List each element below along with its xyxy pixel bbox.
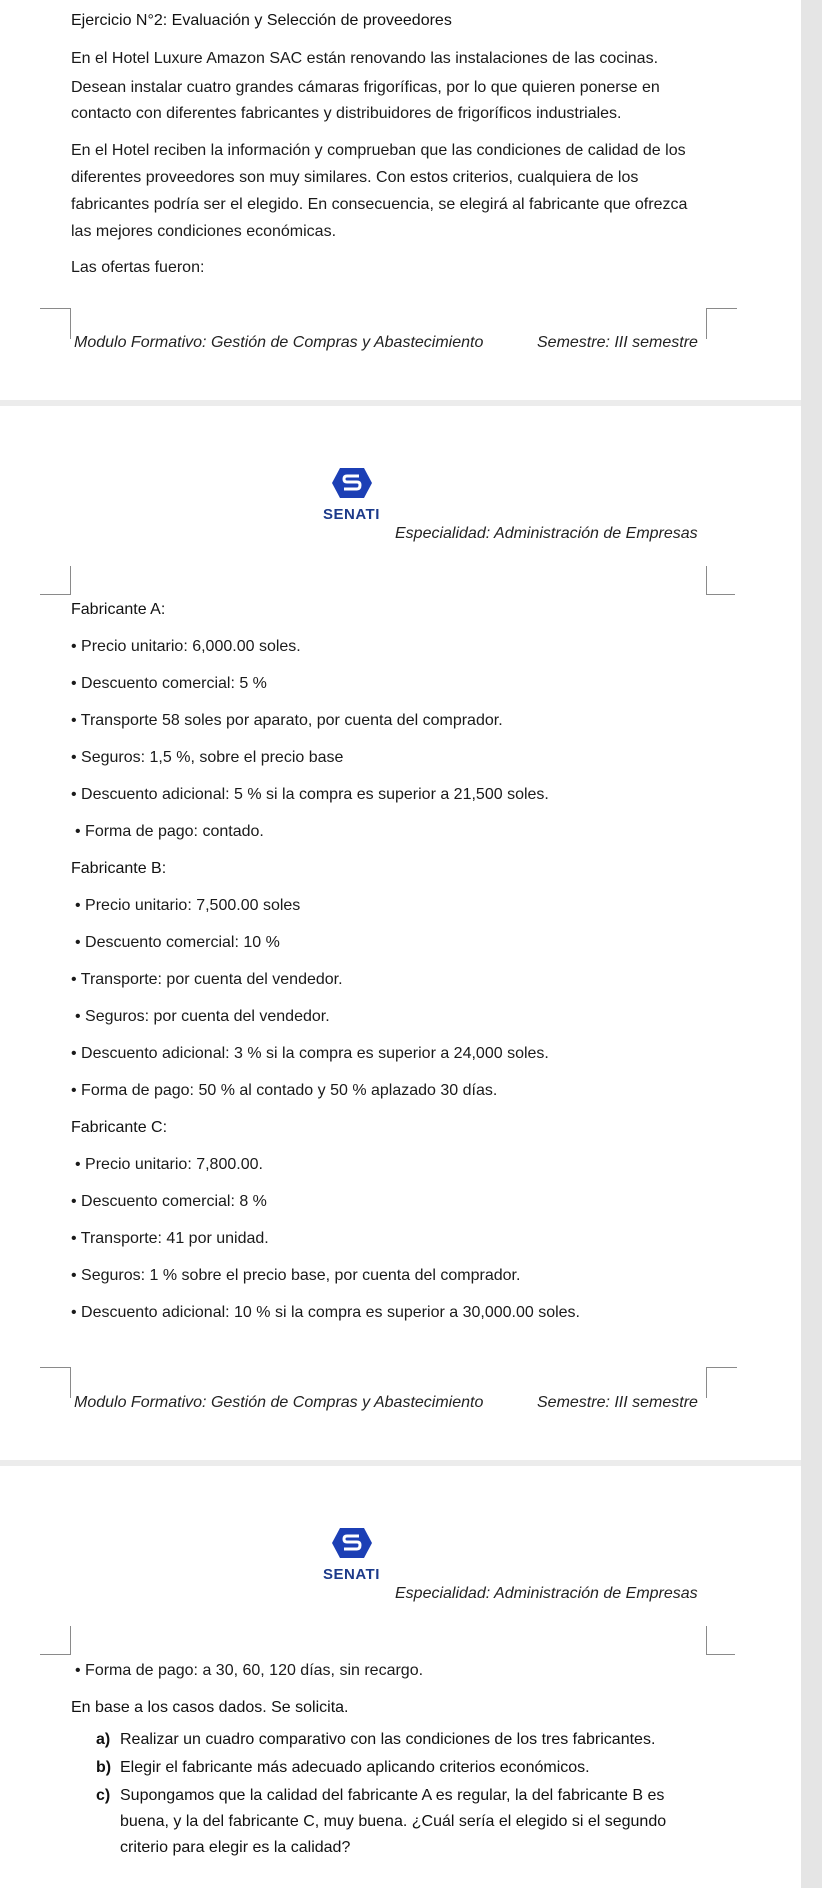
specialty-label: Especialidad: Administración de Empresas xyxy=(395,1585,698,1602)
corner-mark-right xyxy=(706,1367,737,1398)
paragraph-1-line-2: Desean instalar cuatro grandes cámaras frigoríficas, por lo que quieren ponerse en xyxy=(71,79,660,96)
manufacturer-b-title: Fabricante B: xyxy=(71,860,167,877)
corner-mark-left xyxy=(40,1367,71,1398)
task-text: Elegir el fabricante más adecuado aplicando criterios económicos. xyxy=(120,1759,590,1776)
manufacturer-b-item: • Seguros: por cuenta del vendedor. xyxy=(75,1008,330,1025)
manufacturer-a-item: • Seguros: 1,5 %, sobre el precio base xyxy=(71,749,344,766)
task-item-b xyxy=(96,1756,590,1780)
scrollbar-track[interactable] xyxy=(801,0,822,1888)
paragraph-1-line-3: contacto con diferentes fabricantes y distribuidores de frigoríficos industriales. xyxy=(71,105,622,122)
manufacturer-a-item: • Precio unitario: 6,000.00 soles. xyxy=(71,638,301,655)
manufacturer-c-item: • Transporte: 41 por unidad. xyxy=(71,1230,269,1247)
corner-mark-right xyxy=(706,566,735,595)
task-item-a xyxy=(96,1728,655,1752)
corner-mark-right xyxy=(706,308,737,339)
manufacturer-a-title: Fabricante A: xyxy=(71,601,166,618)
corner-mark-left xyxy=(40,1626,71,1655)
manufacturer-c-item: • Descuento comercial: 8 % xyxy=(71,1193,267,1210)
footer-module: Modulo Formativo: Gestión de Compras y Abastecimiento xyxy=(74,1394,484,1411)
manufacturer-b-item: • Descuento comercial: 10 % xyxy=(75,934,280,951)
task-label: c) xyxy=(96,1787,111,1804)
senati-logo-icon xyxy=(332,468,372,498)
manufacturer-b-item: • Forma de pago: 50 % al contado y 50 % aplazado 30 días. xyxy=(71,1082,498,1099)
specialty-label: Especialidad: Administración de Empresas xyxy=(395,525,698,542)
footer-semester: Semestre: III semestre xyxy=(537,1394,698,1411)
manufacturer-b-item: • Precio unitario: 7,500.00 soles xyxy=(75,897,301,914)
manufacturer-c-payment: • Forma de pago: a 30, 60, 120 días, sin recargo. xyxy=(75,1662,424,1679)
paragraph-2-line-2: diferentes proveedores son muy similares. Con estos criterios, cualquiera de los xyxy=(71,169,639,186)
task-item-c-continued xyxy=(120,1810,666,1834)
manufacturer-b-item: • Descuento adicional: 3 % si la compra es superior a 24,000 soles. xyxy=(71,1045,549,1062)
manufacturer-a-item: • Forma de pago: contado. xyxy=(75,823,264,840)
corner-mark-left xyxy=(40,308,71,339)
task-label: a) xyxy=(96,1731,111,1748)
task-label: b) xyxy=(96,1759,112,1776)
corner-mark-right xyxy=(706,1626,735,1655)
exercise-title: Ejercicio N°2: Evaluación y Selección de proveedores xyxy=(71,12,452,29)
senati-logo-text: SENATI xyxy=(323,506,380,523)
task-item-c xyxy=(96,1784,664,1808)
manufacturer-a-item: • Descuento adicional: 5 % si la compra es superior a 21,500 soles. xyxy=(71,786,549,803)
page-1 xyxy=(0,0,801,400)
footer-semester: Semestre: III semestre xyxy=(537,334,698,351)
manufacturer-c-item: • Descuento adicional: 10 % si la compra es superior a 30,000.00 soles. xyxy=(71,1304,580,1321)
paragraph-2-line-3: fabricantes podría ser el elegido. En consecuencia, se elegirá al fabricante que ofrezca xyxy=(71,196,688,213)
paragraph-2-line-1: En el Hotel reciben la información y comprueban que las condiciones de calidad de los xyxy=(71,142,686,159)
manufacturer-c-item: • Precio unitario: 7,800.00. xyxy=(75,1156,263,1173)
offers-intro: Las ofertas fueron: xyxy=(71,259,205,276)
task-text: Supongamos que la calidad del fabricante A es regular, la del fabricante B es xyxy=(120,1787,665,1804)
page-3 xyxy=(0,1466,801,1888)
manufacturer-b-item: • Transporte: por cuenta del vendedor. xyxy=(71,971,343,988)
paragraph-2-line-4: las mejores condiciones económicas. xyxy=(71,223,337,240)
corner-mark-left xyxy=(40,566,71,595)
task-item-c-continued xyxy=(120,1836,350,1860)
request-intro: En base a los casos dados. Se solicita. xyxy=(71,1699,349,1716)
task-text: criterio para elegir es la calidad? xyxy=(120,1839,351,1856)
task-text: Realizar un cuadro comparativo con las condiciones de los tres fabricantes. xyxy=(120,1731,656,1748)
paragraph-1-line-1: En el Hotel Luxure Amazon SAC están renovando las instalaciones de las cocinas. xyxy=(71,50,659,67)
manufacturer-a-item: • Descuento comercial: 5 % xyxy=(71,675,267,692)
manufacturer-a-item: • Transporte 58 soles por aparato, por cuenta del comprador. xyxy=(71,712,503,729)
manufacturer-c-item: • Seguros: 1 % sobre el precio base, por cuenta del comprador. xyxy=(71,1267,521,1284)
senati-logo-text: SENATI xyxy=(323,1566,380,1583)
task-text: buena, y la del fabricante C, muy buena. ¿Cuál sería el elegido si el segundo xyxy=(120,1813,667,1830)
footer-module: Modulo Formativo: Gestión de Compras y Abastecimiento xyxy=(74,334,484,351)
page-2 xyxy=(0,406,801,1460)
senati-logo-icon xyxy=(332,1528,372,1558)
manufacturer-c-title: Fabricante C: xyxy=(71,1119,168,1136)
